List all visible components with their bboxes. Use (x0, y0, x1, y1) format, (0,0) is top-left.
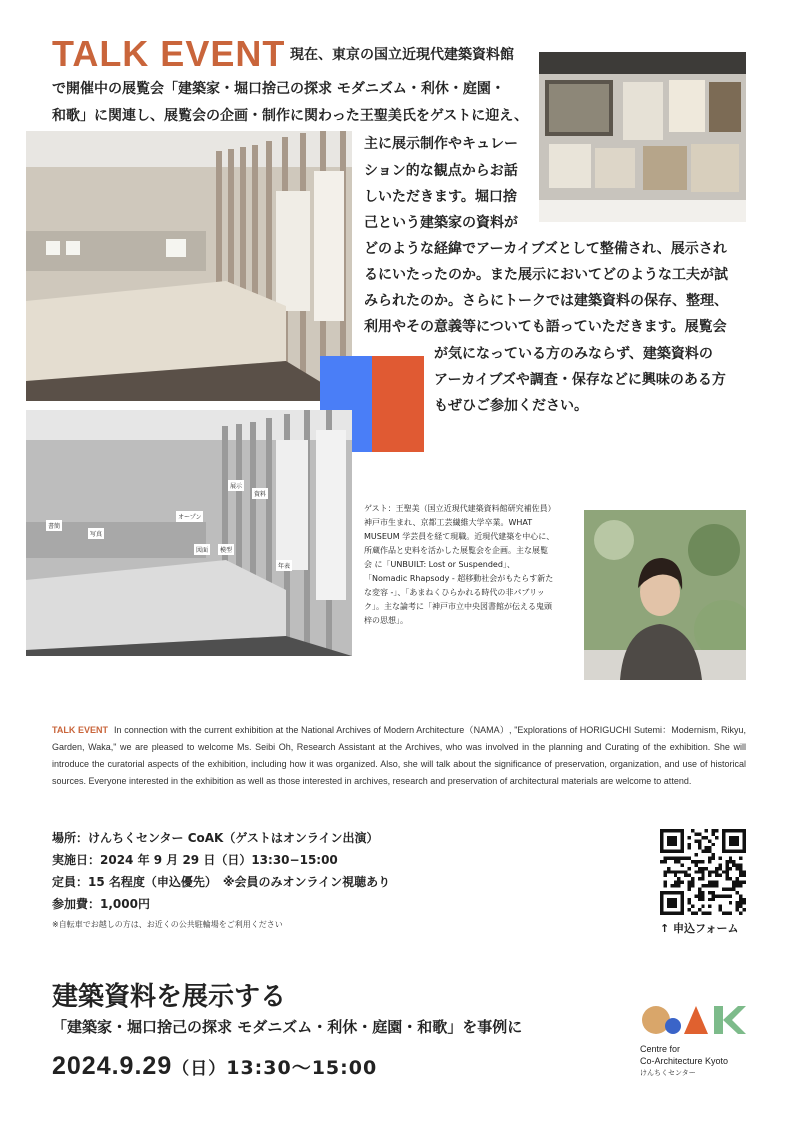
english-text: In connection with the current exhibition at the National Archives of Modern Architecture（NAMA）, "Explorations of HORIGUCHI Sutemi：Modernism, Rikyu, Garden, Waka," we are pleased to welcome Ms. Seibi Oh, Research Assistant at the Archives, who was involved in the planning and Curating of the exhibition. She will introduce the curatorial aspects of the exhibition, including how it was organized. Also, she will talk about the significance of preservation, organization, and use of historical sources. Everyone interested in the exhibition as well as those interested in archives, research and preservation of architectural materials are welcome to attend. (52, 725, 746, 786)
guest-bio-line: 神戸市生まれ、京都工芸繊維大学卒業。WHAT (364, 518, 533, 527)
intro-line: 利用やその意義等についても語っていただきます。展覧会 (364, 319, 727, 335)
capacity-info: 定員：15 名程度（申込優先） ※会員のみオンライン視聴あり (52, 875, 391, 889)
event-date: 2024.9.29 (52, 1052, 173, 1080)
photo-label: 写真 (88, 528, 104, 539)
date-info: 実施日：2024 年 9 月 29 日（日）13:30−15:00 (52, 853, 338, 867)
english-description (52, 722, 746, 790)
bicycle-note: ※自転車でお越しの方は、お近くの公共駐輪場をご利用ください (52, 920, 283, 929)
logo-text-line2: Co-Architecture Kyoto (640, 1056, 729, 1066)
intro-line: どのような経緯でアーカイブズとして整備され、展示され (364, 241, 727, 257)
photo-label: 展示 (228, 480, 244, 491)
photo-label: 模型 (218, 544, 234, 555)
intro-line: もぜひご参加ください。 (434, 398, 588, 414)
guest-bio-line: 所蔵作品と史料を活かした展覧会を企画。主な展覧 (364, 546, 548, 555)
event-day: （日） (172, 1059, 227, 1079)
logo-text-line1: Centre for (640, 1044, 681, 1054)
intro-line: みられたのか。さらにトークでは建築資料の保存、整理、 (364, 293, 728, 309)
qr-code-icon[interactable] (660, 829, 746, 915)
english-label: TALK EVENT (52, 725, 109, 735)
intro-line: 主に展示制作やキュレー (364, 136, 518, 152)
application-form-label[interactable]: ↑ 申込フォーム (660, 922, 739, 935)
intro-line: 和歌」に関連し、展覧会の企画・制作に関わった王聖美氏をゲストに迎え、 (52, 108, 529, 124)
orange-color-block (372, 356, 424, 452)
event-time: 13:30〜15:00 (226, 1057, 378, 1079)
photo-label: 書簡 (46, 520, 62, 531)
guest-bio-line: 梓の思想」。 (364, 616, 408, 625)
guest-bio-line: ク」。主な論考に「神戸市立中央図書館が伝える鬼頭 (364, 602, 552, 611)
guest-bio-line: MUSEUM 学芸員を経て現職。近現代建築を中心に、 (364, 532, 555, 541)
sub-title: 「建築家・堀口捨己の探求 モダニズム・利休・庭園・和歌」を事例に (52, 1018, 523, 1036)
guest-bio-line: ゲスト：王聖美（国立近現代建築資料館研究補佐員） (364, 504, 556, 513)
guest-bio (364, 502, 576, 628)
guest-portrait-photo (584, 510, 746, 680)
intro-line: で開催中の展覧会「建築家・堀口捨己の探求 モダニズム・利休・庭園・ (52, 81, 505, 97)
exhibition-hall-photo (26, 131, 352, 401)
event-title: TALK EVENT (52, 33, 286, 74)
intro-line: 己という建築家の資料が (364, 215, 518, 231)
intro-line: ション的な観点からお話 (364, 163, 518, 179)
intro-line: アーカイブズや調査・保存などに興味のある方 (434, 372, 726, 388)
photo-label: オープン (176, 511, 203, 522)
main-title: 建築資料を展示する (52, 982, 287, 1012)
guest-bio-line: な変容 -」、「あまねくひらかれる時代の非パブリッ (364, 588, 545, 597)
coak-logo (640, 1000, 748, 1040)
event-date-line (52, 1052, 377, 1081)
photo-label: 図面 (194, 544, 210, 555)
intro-line: が気になっている方のみならず、建築資料の (434, 346, 713, 362)
venue-info: 場所：けんちくセンター CoAK（ゲストはオンライン出演） (52, 831, 379, 845)
guest-bio-line: 「Nomadic Rhapsody - 超移動社会がもたらす新た (364, 574, 554, 583)
fee-info: 参加費：1,000円 (52, 897, 150, 911)
guest-bio-line: 会 に「UNBUILT: Lost or Suspended」、 (364, 560, 515, 569)
logo-text-line3: けんちくセンター (640, 1070, 696, 1077)
archive-documents-photo (539, 52, 746, 222)
photo-label: 年表 (276, 560, 292, 571)
intro-line: るにいたったのか。また展示においてどのような工夫が試 (364, 267, 728, 283)
annotated-exhibition-photo (26, 410, 352, 656)
photo-label: 資料 (252, 488, 268, 499)
intro-line: 現在、東京の国立近現代建築資料館 (290, 47, 514, 63)
intro-line: しいただきます。堀口捨 (364, 189, 517, 205)
